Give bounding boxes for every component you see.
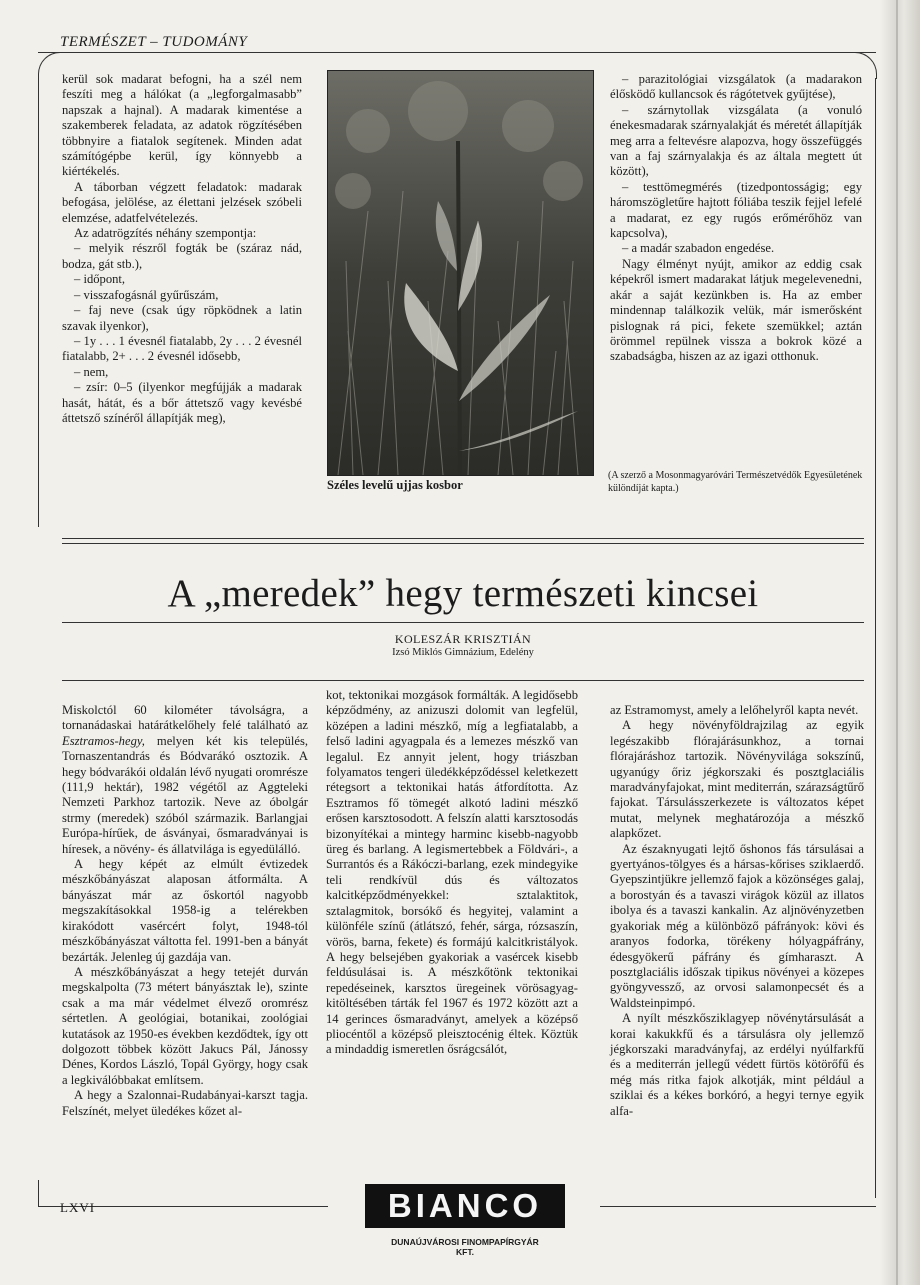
frame-line-right: [875, 78, 876, 1198]
frame-line-bottom-left: [38, 1180, 39, 1206]
list-item: – melyik részről fogták be (száraz nád, bodza, gát stb.),: [62, 241, 302, 271]
paragraph: A mészkőbányászat a hegy tetejét durván megskalpolta (73 métert bányásztak le), szinte csak a ma már védelmet élvező oromrész sértetlen. A geológiai, botanikai, zoológiai kutatások az 1950-es években kezdődtek, így ott dolgozott többek között Jakucs Pál, Jánossy Dénes, Kordos László, Topál György, hogy csak a legkiválóbbakat említsem.: [62, 964, 308, 1087]
upper-column-3: [610, 72, 862, 365]
paragraph: A táborban végzett feladatok: madarak befogása, jelölése, az élettani jelzések szóbeli elemzése, adatfelvételezés.: [62, 179, 302, 225]
paragraph: A hegy a Szalonnai-Rudabányai-karszt tagja. Felszínét, melyet üledékes kőzet al-: [62, 1088, 308, 1118]
paragraph: Az északnyugati lejtő őshonos fás társulásai a gyertyános-tölgyes és a hársas-kőrises sziklaerdő. Gyepszintjükre jellemző fajok a közönséges galaj, a borostyán és a tavaszi virágok közül az illatos ibolya és a tavaszi kankalin. Az aljnövényzetben gyakoriak még a különböző páfrányok: kövi és aranyos fodorka, törékeny hólyagpáfrány, édesgyökerű páfrány és gímharaszt. A posztglaciális időszak tipikus növényei a közepes gyöngyvessző, az orvosi salamonpecsét és a Waldsteinpimpó.: [610, 841, 864, 1010]
paragraph: kerül sok madarat befogni, ha a szél nem feszíti meg a hálókat (a „legforgalmasabb” napszak a hajnal). A madarak kimentése a szakemberek feladata, az adatok rögzítésében többnyire a fiatalok segítenek. Minden adat számítógépbe kerül, így könnyebb a kiértékelés.: [62, 72, 302, 179]
frame-line-left: [38, 112, 39, 527]
list-item: – a madár szabadon engedése.: [622, 241, 775, 256]
author-note: (A szerző a Mosonmagyaróvári Természetvédők Egyesületének különdíját kapta.): [608, 470, 863, 494]
paragraph: A nyílt mészkősziklagyep növénytársulását a korai kakukkfű és a társulásra oly jellemző jégkorszaki maradványfaj, az erdélyi nyúlfarkfű és a mediterrán jellegű védett fürtös kötörőfű és még más ritka fajok alkotják, mint például a sziklai és a kékes borkóró, a hegyi ternye egyik alfa-: [610, 1011, 864, 1118]
footer-rule: [600, 1206, 876, 1207]
article-column-2: [326, 688, 578, 1058]
list-item: – szárnytollak vizsgálata (a vonuló énekesmadarak szárnyalakját és méretét állapítják meg arra a feltevésre alapozva, hogy összefüggés van a faj szárnyalakja és az általa megtett út között),: [610, 102, 862, 179]
paragraph-text: melyen két kis település, Tornaszentandrás és Bódvarákó osztozik. A hegy bódvarákói oldalán lévő nyugati oromrésze (111,9 hektár), 1982 végétől az Aggteleki Nemzeti Parkhoz tartozik. Neve az óbolgár strmy (meredek) szóból származik. Barlangjai Európa-hírűek, de ásványai, ősmaradványai is híresek, a növény- és állatvilága is egyedülálló.: [62, 733, 308, 856]
list-item: – faj neve (csak úgy röpködnek a latin szavak ilyenkor),: [62, 303, 302, 333]
place-name: Esztramos-hegy,: [62, 733, 145, 748]
paragraph: kot, tektonikai mozgások formálták. A legidősebb képződmény, az anizuszi dolomit van legfelül, középen a ladini mészkő, míg a legfiatalabb, a felső ladini agyagpala és a lemezes mészkő van legalul. Ez annyit jelent, hogy triászban folyamatos tengeri üledékképződéssel keletkezett rétegsort a tektonikai hatás átfordította. Az Esztramos fő tömegét alkotó ladini mészkő erősen karsztosodott. A felszín alatti karsztosodás bizonyítékai a mintegy harminc kisebb-nagyobb üreg és barlang. A legismertebbek a Földvári-, a Surrantós és a Rákóczi-barlang, ezek mindegyike teli rendkívül dús és változatos kalcitképződményekkel: sztalaktitok, sztalagmitok, borsókő és hegyitej, valamint a különféle színű (átlátszó, fehér, sárga, rózsaszín, vörös, barna, fekete) és formájú kalcitkristályok. A hegy belsejében gyakoriak a vasércek kisebb feldúsulásai is. A mészkőtönk tektonikai repedéseinek, karsztos üregeinek vörösagyag-kitöltésében tárták fel 1967 és 1972 között azt a 14 gerinces ősmaradványt, amelyek a középső pliocéntől a középső pleisztocénig éltek. Köztük a mindaddig ismeretlen ősrágcsálót,: [326, 688, 578, 1057]
article-title: A „meredek” hegy természeti kincsei: [167, 572, 759, 615]
list-item: – parazitológiai vizsgálatok (a madarakon élősködő kullancsok és rágótetvek gyűjtése),: [610, 72, 862, 102]
list-item: – visszafogásnál gyűrűszám,: [74, 287, 219, 302]
list-item: – zsír: 0–5 (ilyenkor megfújják a madarak hasát, hátát, és a bőr áttetsző vagy kevésbé áttetsző színéről állapítják meg),: [62, 380, 302, 425]
binding-crease: [896, 0, 898, 1285]
page-number: LXVI: [60, 1200, 96, 1215]
author-affiliation: Izsó Miklós Gimnázium, Edelény: [392, 647, 534, 658]
article-column-1: [62, 703, 308, 1119]
paragraph: A hegy képét az elmúlt évtizedek mészkőbányászat alaposan átformálta. A bányászat már az őskortól nagyobb megszakításokkal 1958-ig a telérekben kirakódott vasércért folyt, 1948-tól mészkőbányászat váltotta fel. 1991-ben a bányát bezárták. Jelenleg új gazdája van.: [62, 857, 308, 964]
frame-corner-left: [38, 52, 61, 113]
paragraph: Nagy élményt nyújt, amikor az eddig csak képekről ismert madarakat látjuk megelevenedni, akár a saját kezünkben is. Ha az ember mindennap találkozik velük, már ismerősként pislognak rá pici, fekete szemükkel; aztán örömmel repülnek vissza a bokrok közé a szabadságba, hiszen az az igazi otthonuk.: [610, 256, 862, 364]
list-item: – nem,: [74, 364, 109, 379]
advertisement-logo: [365, 1184, 565, 1228]
page-binding-shadow: [880, 0, 920, 1285]
upper-column-1: [62, 72, 302, 426]
ad-company-line: DUNAÚJVÁROSI FINOMPAPÍRGYÁR: [391, 1237, 539, 1247]
photo-caption: Széles levelű ujjas kosbor: [327, 478, 463, 492]
article-author: KOLESZÁR KRISZTIÁN: [394, 632, 532, 646]
paragraph: A hegy növényföldrajzilag az egyik legészakibb flórajárásunkhoz, a tornai flórajáráshoz tartozik. Növényvilága sokszínű, ugyanúgy őriz jégkorszaki és posztglaciális maradványfajokat, mint mediterrán, szárazságtűrő fajokat. Társulásszerkezete is változatos képet mutat, melynek meghatározója a mészkő alapkőzet.: [610, 718, 864, 841]
ad-company-line: KFT.: [456, 1246, 474, 1257]
divider-rule: [62, 543, 864, 544]
paragraph-text: Miskolctól 60 kilométer távolságra, a tornanádaskai határátkelőhely felé található az: [62, 703, 308, 733]
orchid-photo: [327, 70, 594, 476]
ad-brand-name: BIANCO: [387, 1187, 543, 1224]
section-header: TERMÉSZET – TUDOMÁNY: [60, 34, 248, 50]
divider-rule: [62, 538, 864, 539]
title-rule: [62, 622, 864, 623]
byline-rule: [62, 680, 864, 681]
paragraph: Az adatrögzítés néhány szempontja:: [74, 226, 257, 241]
list-item: – 1y . . . 1 évesnél fiatalabb, 2y . . . 2 évesnél fiatalabb, 2+ . . . 2 évesnél idősebb,: [62, 333, 302, 364]
list-item: – időpont,: [74, 272, 126, 287]
paragraph: [62, 703, 308, 857]
paragraph: az Estramomyst, amely a lelőhelyről kapta nevét.: [610, 703, 859, 717]
list-item: – testtömegmérés (tizedpontosságig; egy háromszögletűre hajtott fóliába teszik fejjel lefelé a madarat, ez egy rugós erőmérőhöz van kapcsolva),: [610, 179, 862, 241]
ad-company-name: [350, 1238, 580, 1257]
header-rule: [38, 52, 876, 53]
article-column-3: [610, 703, 864, 1119]
